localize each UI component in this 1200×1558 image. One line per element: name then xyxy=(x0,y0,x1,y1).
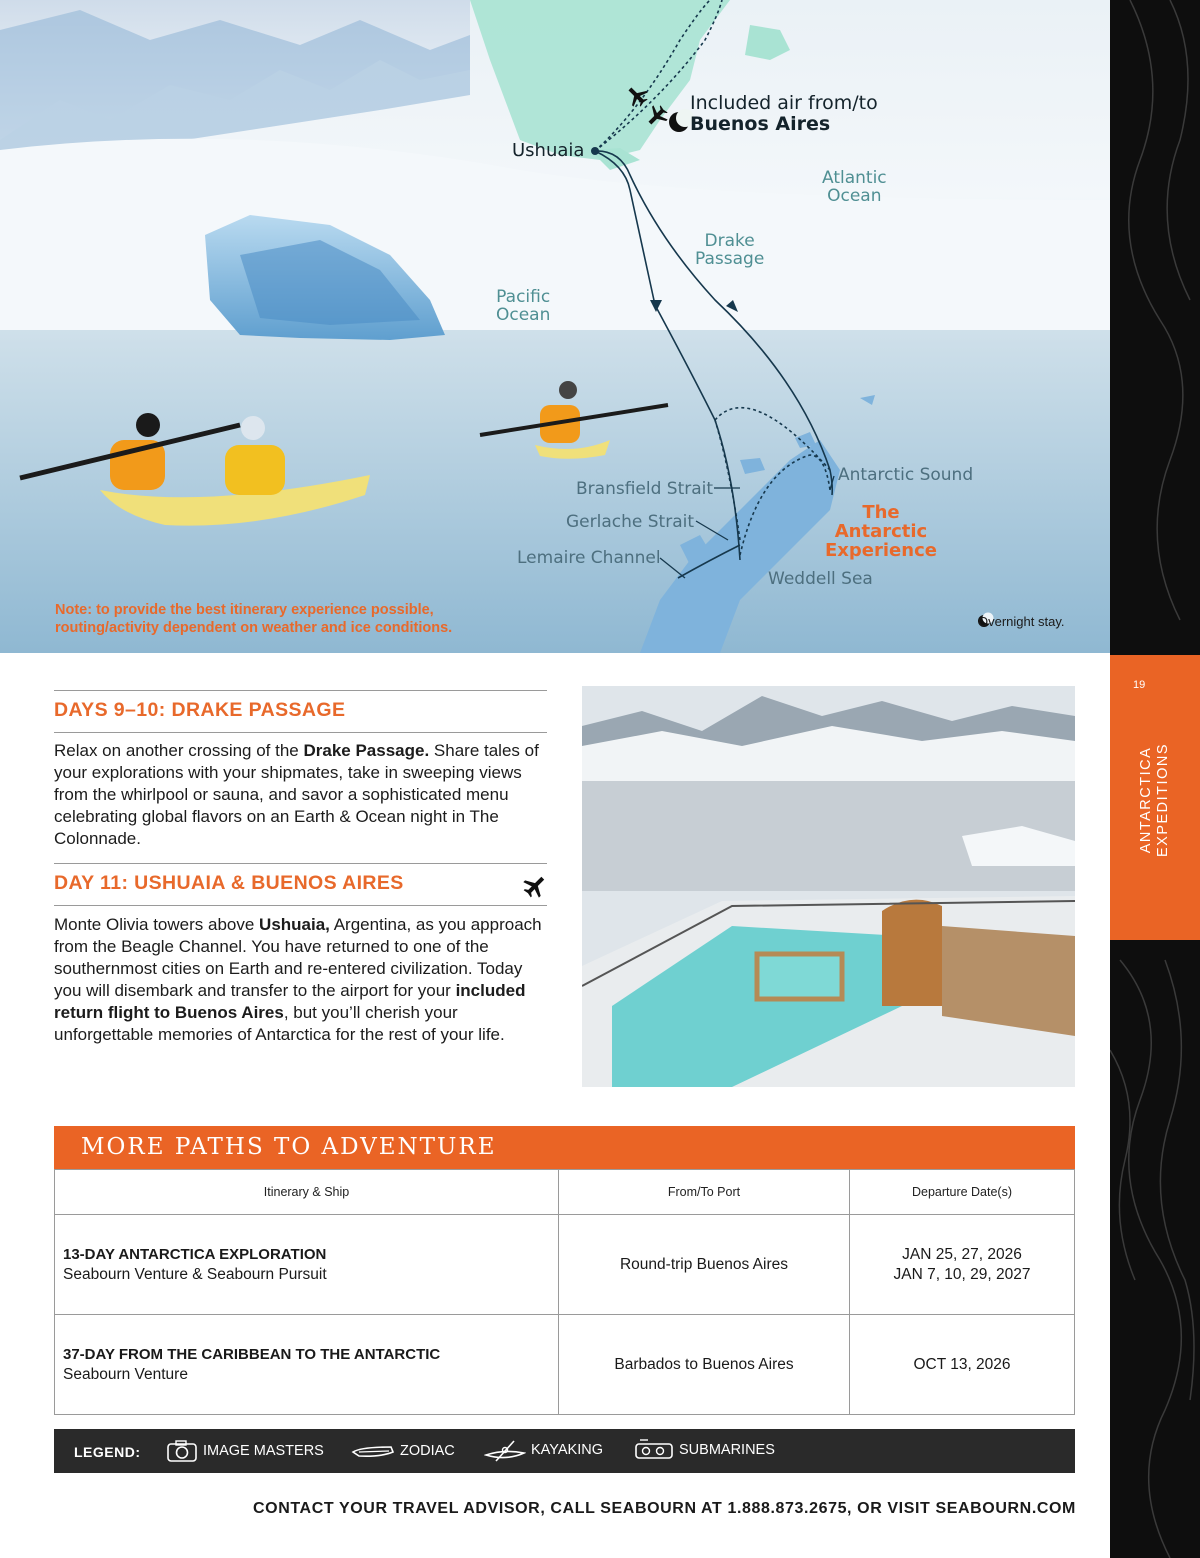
table-row xyxy=(55,1215,1075,1315)
submarine-icon xyxy=(634,1438,674,1462)
day-heading: DAYS 9–10: DRAKE PASSAGE xyxy=(54,699,346,721)
legend-label: ZODIAC xyxy=(400,1443,455,1459)
dates-cell: OCT 13, 2026 xyxy=(850,1315,1075,1415)
legend-item-kayaking xyxy=(484,1437,603,1463)
antarctic-experience-label: The Antarctic Experience xyxy=(825,502,937,561)
camera-icon xyxy=(166,1439,198,1463)
itinerary-cell xyxy=(55,1315,559,1415)
legend-item-zodiac xyxy=(351,1441,455,1461)
day-description xyxy=(54,914,549,1046)
day-text-bold: included return flight to Buenos Aires xyxy=(54,981,526,1022)
day-text-bold: Ushuaia, xyxy=(259,915,330,934)
itinerary-name: 37-DAY FROM THE CARIBBEAN TO THE ANTARCTIC xyxy=(63,1345,441,1363)
table-title: MORE PATHS TO ADVENTURE xyxy=(54,1126,1075,1169)
legend-label: IMAGE MASTERS xyxy=(203,1443,324,1459)
day-text: Share tales of your explorations with your shipmates, take in sweeping views from the whirlpool or sauna, and savor a sophisticated menu celebrating global flavors on an Earth & Ocean night in The Colonnade. xyxy=(54,741,539,848)
gerlache-strait-label: Gerlache Strait xyxy=(566,512,694,532)
atlantic-ocean-label: Atlantic Ocean xyxy=(822,168,887,206)
zodiac-icon xyxy=(351,1441,395,1461)
ship-name: Seabourn Venture xyxy=(63,1365,188,1383)
day-description xyxy=(54,740,549,850)
pacific-ocean-label: Pacific Ocean xyxy=(496,287,551,325)
air-label-line1: Included air from/to xyxy=(690,92,878,114)
table-row xyxy=(55,1315,1075,1415)
legend-label: SUBMARINES xyxy=(679,1442,775,1458)
day-heading: DAY 11: USHUAIA & BUENOS AIRES xyxy=(54,872,404,894)
column-header: From/To Port xyxy=(559,1170,850,1215)
contact-line: CONTACT YOUR TRAVEL ADVISOR, CALL SEABOURN AT 1.888.873.2675, OR VISIT SEABOURN.COM xyxy=(253,1500,1076,1517)
dates-cell: JAN 25, 27, 2026 JAN 7, 10, 29, 2027 xyxy=(850,1215,1075,1315)
port-cell: Barbados to Buenos Aires xyxy=(559,1315,850,1415)
column-header: Departure Date(s) xyxy=(850,1170,1075,1215)
air-label xyxy=(690,93,878,135)
legend-bar xyxy=(54,1429,1075,1473)
port-cell: Round-trip Buenos Aires xyxy=(559,1215,850,1315)
air-label-line2: Buenos Aires xyxy=(690,113,831,135)
bransfield-strait-label: Bransfield Strait xyxy=(576,479,714,499)
divider xyxy=(54,905,547,906)
antarctic-sound-label: Antarctic Sound xyxy=(838,465,974,485)
legend-item-submarines xyxy=(634,1438,775,1462)
map-note: Note: to provide the best itinerary experience possible, routing/activity dependent on weather and ice conditions. xyxy=(55,602,453,636)
overnight-note: Overnight stay. xyxy=(978,614,1065,629)
itinerary-name: 13-DAY ANTARCTICA EXPLORATION xyxy=(63,1245,327,1263)
lemaire-channel-label: Lemaire Channel xyxy=(517,548,661,568)
day-text: Monte Olivia towers above xyxy=(54,915,260,934)
plane-icon xyxy=(522,873,548,904)
table-header-row xyxy=(55,1170,1075,1215)
day-text-bold: Drake Passage. xyxy=(303,741,430,760)
divider xyxy=(54,732,547,733)
drake-passage-label: Drake Passage xyxy=(695,231,765,269)
column-header: Itinerary & Ship xyxy=(55,1170,559,1215)
ship-name: Seabourn Venture & Seabourn Pursuit xyxy=(63,1265,327,1283)
divider xyxy=(54,690,547,691)
legend-item-image-masters xyxy=(166,1439,324,1463)
section-label: ANTARCTICA EXPEDITIONS xyxy=(1138,743,1171,857)
kayak-icon xyxy=(484,1437,526,1463)
divider xyxy=(54,863,547,864)
more-paths-table xyxy=(54,1126,1075,1415)
legend-label: KAYAKING xyxy=(531,1442,603,1458)
day-text: , but you’ll cherish your unforgettable memories of Antarctica for the rest of your life. xyxy=(54,1003,505,1044)
ushuaia-label: Ushuaia xyxy=(512,140,585,161)
ship-pool-photo xyxy=(582,686,1075,1087)
legend-title: LEGEND: xyxy=(74,1444,141,1460)
itinerary-cell xyxy=(55,1215,559,1315)
weddell-sea-label: Weddell Sea xyxy=(768,569,873,589)
day-text: Argentina, as you approach from the Beagle Channel. You have returned to one of the southernmost cities on Earth and re-entered civilization. Today you will disembark and transfer to the airport for your xyxy=(54,915,542,1000)
itinerary-map xyxy=(0,0,1110,653)
page-number: 19 xyxy=(1133,679,1146,691)
day-text: Relax on another crossing of the xyxy=(54,741,304,760)
